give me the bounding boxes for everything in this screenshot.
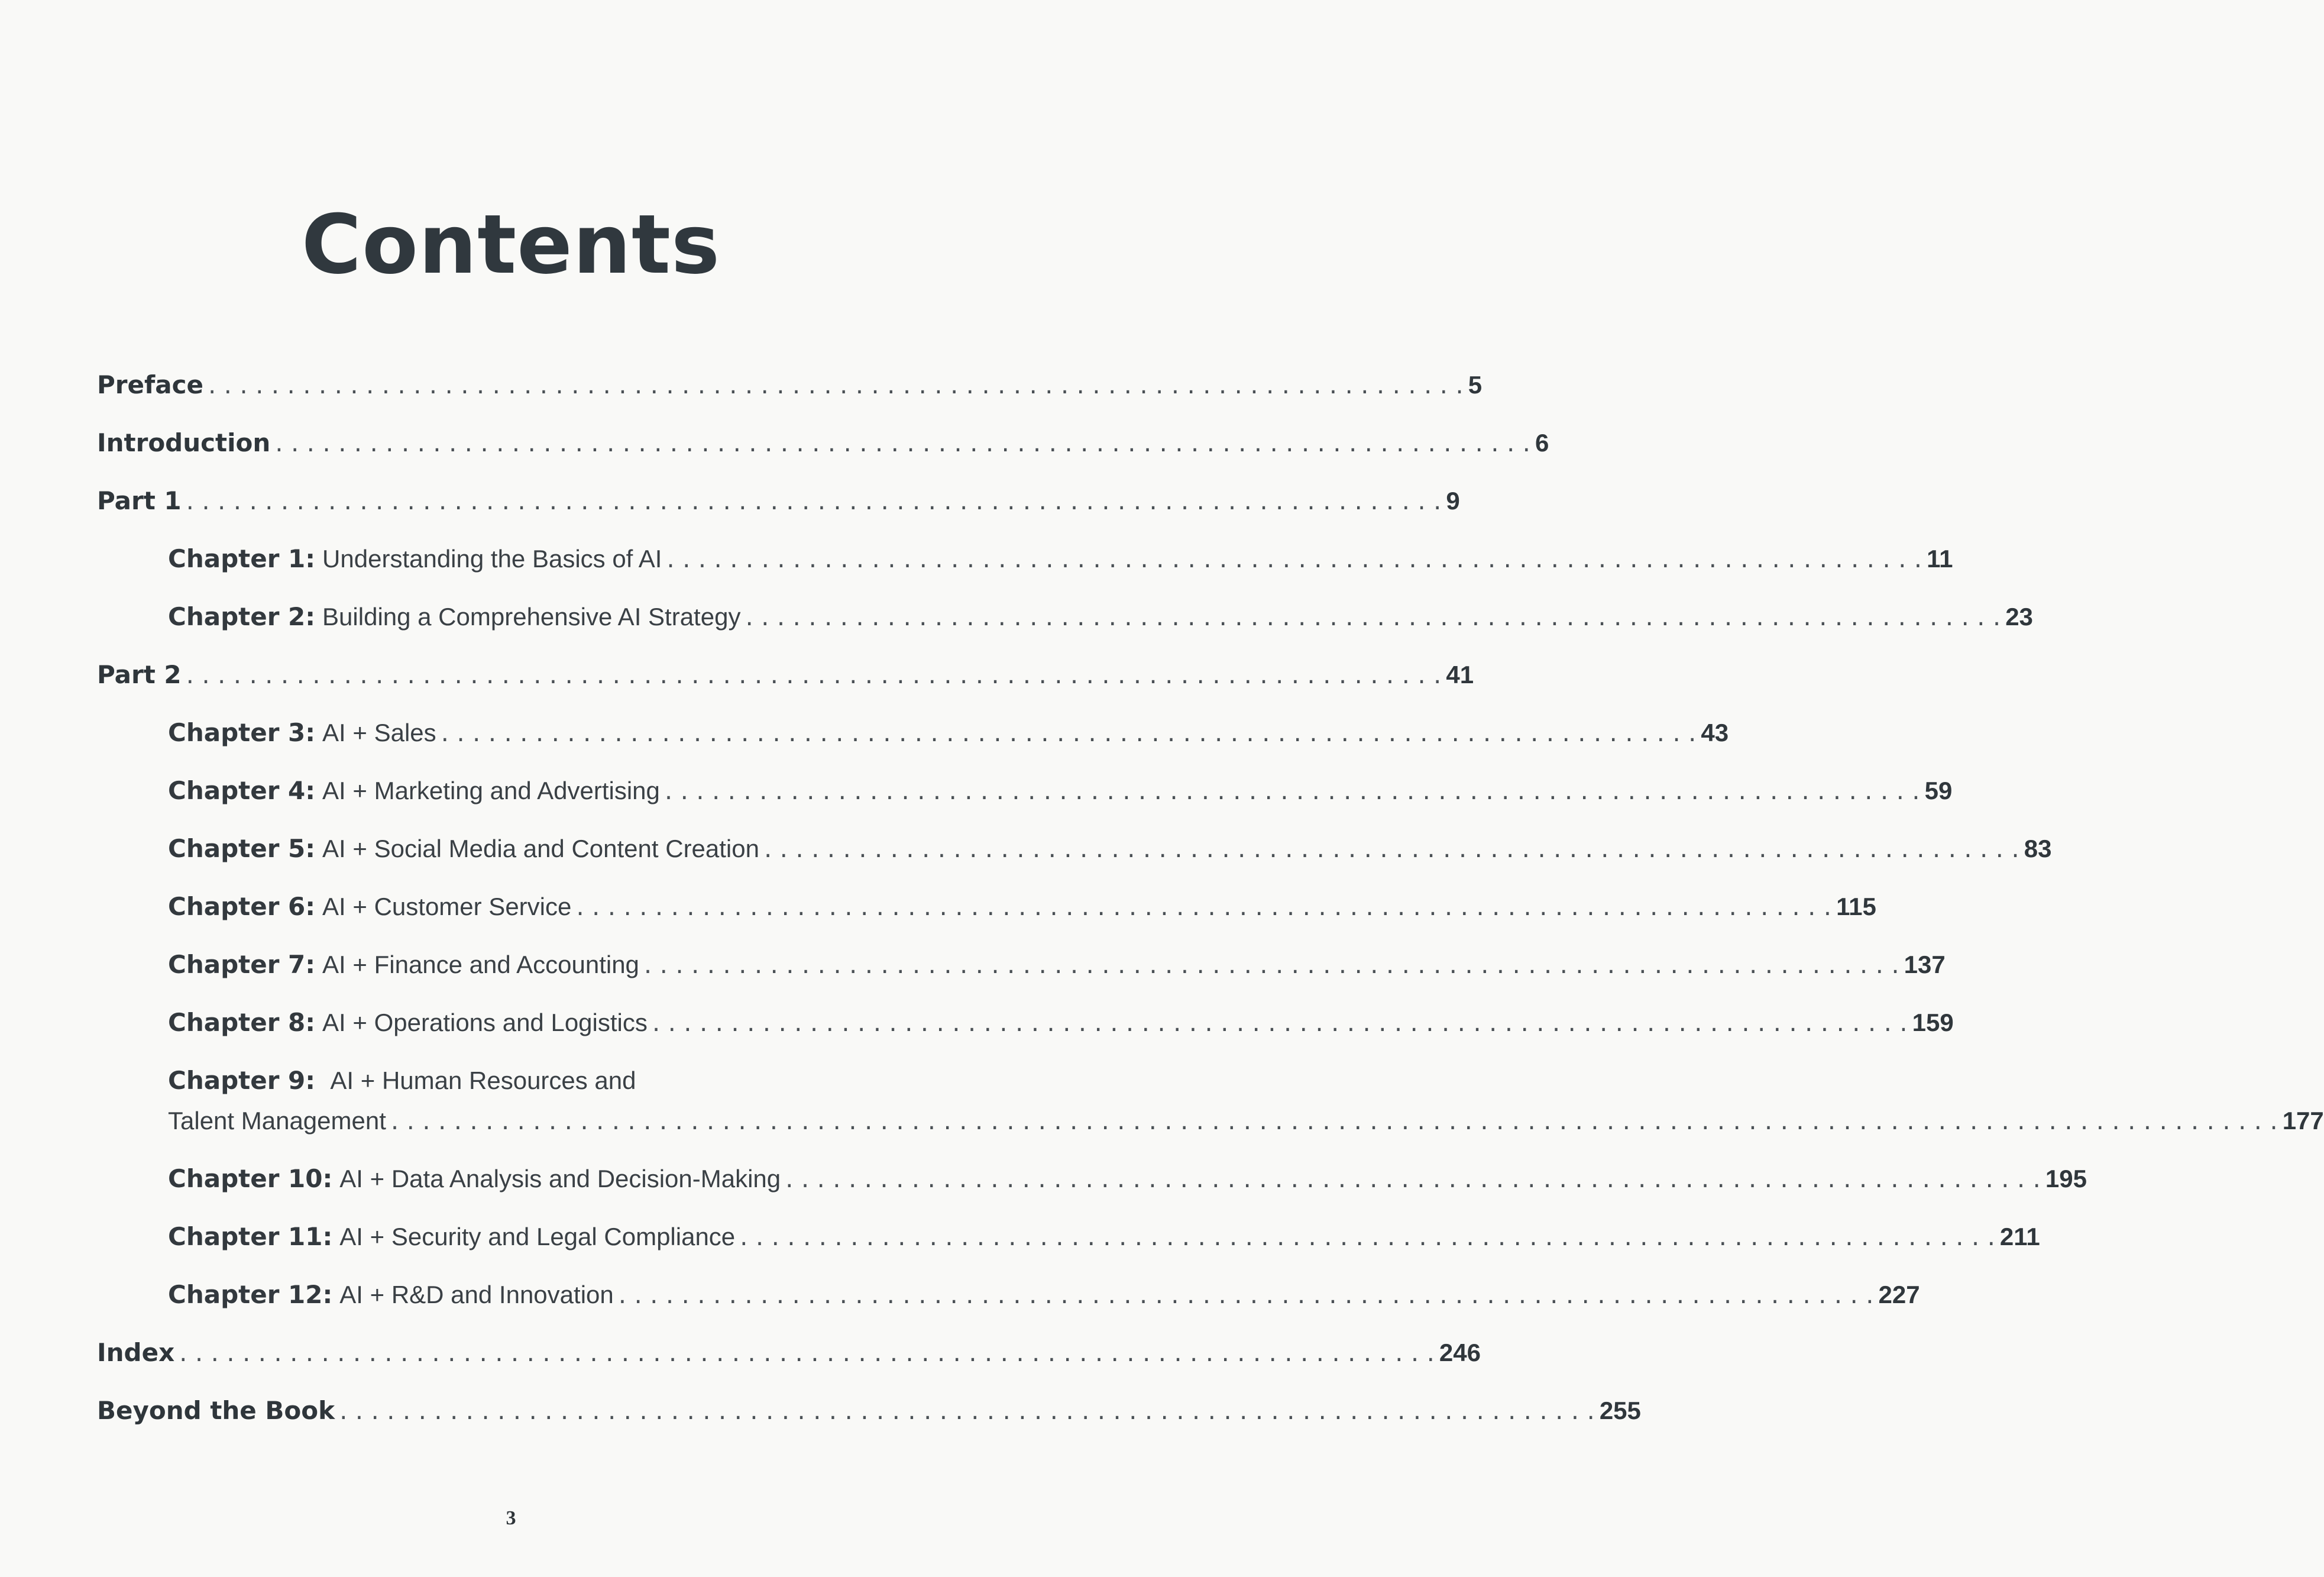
dot-leader	[179, 1340, 1435, 1365]
chapter-title: AI + Security and Legal Compliance	[339, 1223, 736, 1250]
dot-leader	[652, 1010, 1908, 1035]
chapter-prefix: Chapter 7:	[168, 950, 316, 979]
dot-leader	[745, 605, 2001, 629]
toc-page-number: 115	[1836, 893, 1876, 920]
dot-leader	[186, 663, 1442, 687]
toc-entry-introduction[interactable]	[97, 428, 1549, 457]
toc-page-number: 6	[1535, 429, 1549, 457]
chapter-title: AI + Operations and Logistics	[322, 1009, 648, 1036]
toc-page-number: 59	[1924, 777, 1953, 804]
toc-entry-part-2[interactable]	[97, 660, 1474, 689]
toc-entry-chapter-2[interactable]	[168, 602, 2033, 631]
chapter-prefix: Chapter 6:	[168, 892, 316, 921]
chapter-title: Understanding the Basics of AI	[322, 545, 662, 573]
toc-page-number: 5	[1468, 371, 1483, 399]
toc-page-number: 195	[2045, 1165, 2087, 1193]
chapter-title: AI + Marketing and Advertising	[322, 777, 660, 804]
dot-leader	[619, 1282, 1874, 1307]
dot-leader	[441, 720, 1697, 745]
toc-label: Part 2	[97, 660, 182, 689]
chapter-prefix: Chapter 3:	[168, 718, 316, 747]
chapter-prefix: Chapter 10:	[168, 1164, 333, 1193]
chapter-title: Building a Comprehensive AI Strategy	[322, 603, 741, 631]
dot-leader	[186, 489, 1442, 513]
chapter-prefix: Chapter 2:	[168, 602, 316, 631]
page-title: Contents	[301, 197, 721, 292]
toc-entry-chapter-3[interactable]	[168, 718, 1729, 747]
toc-entry-chapter-12[interactable]	[168, 1280, 1920, 1309]
toc-entry-chapter-7[interactable]	[168, 950, 1946, 979]
toc-page-number: 11	[1927, 545, 1953, 573]
toc-entry-part-1[interactable]	[97, 486, 1460, 515]
chapter-title: AI + Finance and Accounting	[322, 951, 639, 978]
dot-leader	[785, 1166, 2041, 1191]
toc-entry-chapter-6[interactable]	[168, 892, 1876, 921]
chapter-title: AI + Customer Service	[322, 893, 572, 920]
toc-label: Index	[97, 1338, 175, 1367]
toc-label: Part 1	[97, 486, 182, 515]
toc-page-number: 159	[1912, 1009, 1954, 1036]
toc-page-number: 211	[1999, 1223, 2040, 1250]
toc-entry-beyond-the-book[interactable]	[97, 1396, 1641, 1425]
chapter-prefix: Chapter 1:	[168, 544, 316, 573]
toc-entry-chapter-11[interactable]	[168, 1222, 2040, 1251]
toc-label: Preface	[97, 370, 203, 399]
dot-leader	[576, 894, 1831, 919]
toc-label: Beyond the Book	[97, 1396, 335, 1425]
chapter-prefix: Chapter 8:	[168, 1008, 316, 1037]
chapter-title: AI + Data Analysis and Decision-Making	[339, 1165, 781, 1193]
toc-page-number: 177	[2282, 1107, 2324, 1135]
toc-page-number: 137	[1904, 951, 1946, 978]
dot-leader	[665, 778, 1920, 803]
chapter-title-continued: Talent Management	[168, 1107, 386, 1135]
chapter-second-line	[168, 1106, 2324, 1135]
toc-entry-chapter-9[interactable]	[168, 1066, 2324, 1135]
chapter-title: AI + R&D and Innovation	[339, 1281, 614, 1308]
chapter-prefix: Chapter 9:	[168, 1066, 316, 1095]
chapter-prefix: Chapter 5:	[168, 834, 316, 863]
dot-leader	[764, 836, 2019, 861]
toc-entry-chapter-8[interactable]	[168, 1008, 1954, 1037]
toc-entry-chapter-5[interactable]	[168, 834, 2052, 863]
toc-page-number: 43	[1701, 719, 1729, 747]
toc-page-number: 41	[1446, 661, 1474, 689]
dot-leader: . . . . . . . . . . . . . . . . . . . . . . . . . . . . . . . . . . . . . . . . . . . . . . . . . . . . . . . . . . . . . . . . . . . . . . . . . . . . . . . . . . . . . . . . . . . . . . . . . . . . . . . . . . . . . . . . . . . . . . . .	[390, 1106, 2278, 1135]
dot-leader	[339, 1398, 1595, 1423]
toc-page-number: 23	[2005, 603, 2033, 631]
toc-entry-preface[interactable]	[97, 370, 1483, 399]
toc-entry-index[interactable]	[97, 1338, 1481, 1367]
chapter-prefix: Chapter 11:	[168, 1222, 333, 1251]
chapter-first-line	[168, 1068, 901, 1093]
chapter-title: AI + Social Media and Content Creation	[322, 835, 759, 862]
toc-page-number: 9	[1446, 487, 1460, 515]
chapter-title: AI + Human Resources and	[330, 1067, 636, 1094]
dot-leader	[275, 431, 1530, 455]
toc-entry-chapter-4[interactable]	[168, 776, 1953, 805]
toc-label: Introduction	[97, 428, 271, 457]
dot-leader	[644, 952, 1899, 977]
toc-entry-chapter-10[interactable]	[168, 1164, 2087, 1193]
dot-leader	[666, 547, 1922, 571]
page-number: 3	[506, 1507, 516, 1529]
toc-page-number: 246	[1439, 1339, 1481, 1366]
dot-leader	[740, 1224, 1995, 1249]
chapter-prefix: Chapter 4:	[168, 776, 316, 805]
chapter-prefix: Chapter 12:	[168, 1280, 333, 1309]
toc-page-number: 255	[1599, 1397, 1641, 1424]
dot-leader	[208, 373, 1464, 398]
toc-entry-chapter-1[interactable]	[168, 544, 1953, 573]
toc-page-number: 227	[1878, 1281, 1920, 1308]
chapter-title: AI + Sales	[322, 719, 436, 747]
toc-page-number: 83	[2024, 835, 2052, 862]
